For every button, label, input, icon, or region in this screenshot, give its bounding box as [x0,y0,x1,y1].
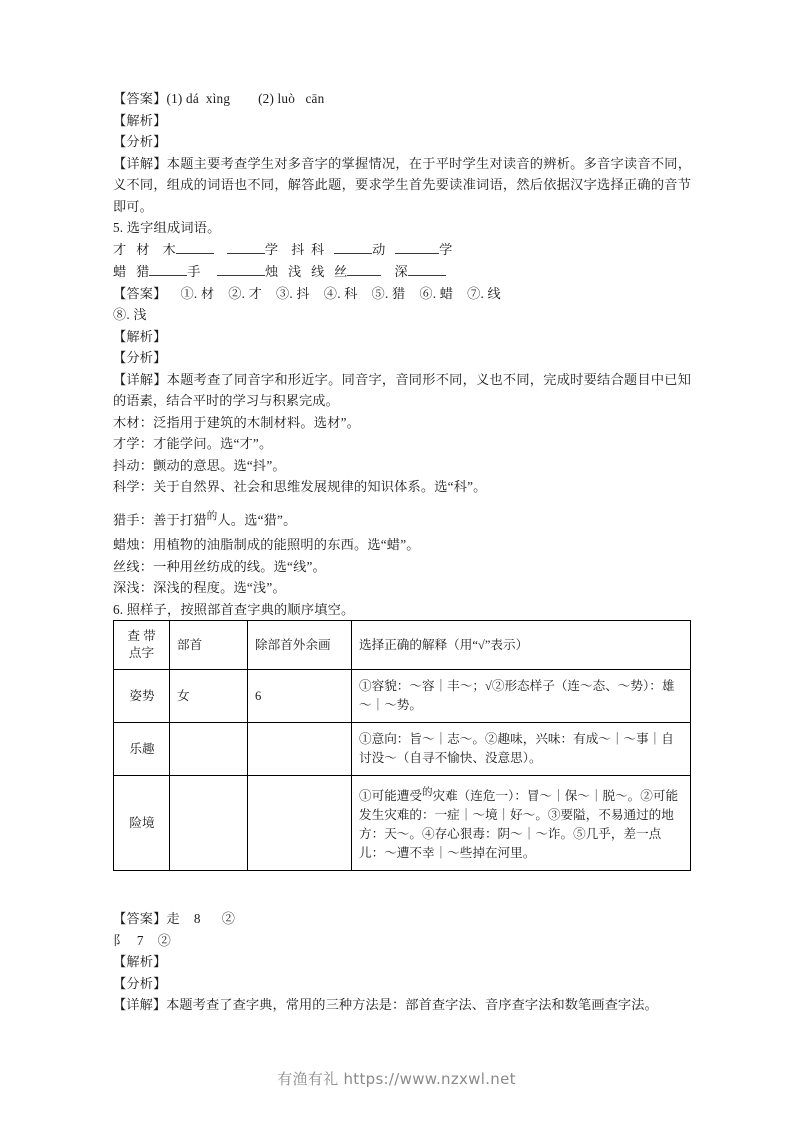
document-body [113,88,691,620]
cell-strokes-1[interactable]: 6 [248,670,352,723]
question-5-choices-row-2 [113,261,691,283]
q5r1-char5: 抖 [291,241,305,257]
q5r1-char3: 木 [162,241,176,257]
header-char-line-1: 查 带 [127,629,156,643]
question-5-title: 5. 选字组成词语。 [113,220,221,235]
cell-radical-2[interactable] [170,723,248,776]
label-fenxi-1: 【分析】 [113,134,167,149]
footer-watermark: 有渔有礼 https://www.nzxwl.net [277,1070,516,1088]
header-char-line-2: 点字 [128,646,155,660]
document-tail [113,908,691,1016]
label-fenxi-3: 【分析】 [113,975,167,991]
gloss-kexue: 科学：关于自然界、社会和思维发展规律的知识体系。选“科”。 [113,479,487,494]
answer-q4: 【答案】(1) dá xìng (2) luò cān [113,91,325,106]
q5r2-char7: 丝 [334,263,348,279]
question-5-choices-row-1 [113,239,691,261]
gloss-lieshou-sup: 的 [206,510,218,522]
header-cell-meanings: 选择正确的解释（用“√”表示） [352,621,691,670]
q5r1-char4: 学 [264,241,279,257]
header-cell-strokes: 除部首外余画 [248,621,352,670]
gloss-lazhu: 蜡烛：用植物的油脂制成的能照明的东西。选“蜡”。 [113,537,420,553]
q5r2-char5: 浅 [288,263,302,279]
answer-q6-line-1: 【答案】走 8 ② [113,911,236,926]
q5r2-char6: 线 [311,263,325,279]
q5r2-char1: 蜡 [113,263,127,279]
gloss-caixue: 才学：才能学问。选“才”。 [113,436,273,451]
blank-1[interactable] [176,240,214,254]
q5r2-char3: 手 [187,263,201,279]
table-header-row [114,621,691,670]
cell-strokes-3[interactable] [248,776,352,871]
label-jiexi-1: 【解析】 [113,112,167,128]
table-row [114,723,691,776]
header-cell-char [114,621,170,670]
label-jiexi-3: 【解析】 [113,954,167,969]
gloss-gap [113,498,691,506]
q5r1-char2: 材 [136,241,150,257]
cell-char-1: 姿势 [114,670,170,723]
dictionary-table [113,620,691,871]
table-row [114,670,691,723]
cell-meanings-3-rest: 灾难（连危一）：冒～｜保～｜脱～。②可能发生灾难的：一症｜～境｜好～。③要隘，不易通过的地方：天～。④存心狠毒：阴～｜～诈。⑤几乎，差一点儿：～遭不幸｜～些掉在河里。 [359,789,679,861]
answer-q5-line-1: 【答案】 ①. 材 ②. 才 ③. 抖 ④. 科 ⑤. 猎 ⑥. 蜡 ⑦. 线 [113,285,501,301]
answer-q6-line-2: 阝 7 ② [113,932,172,948]
cell-meanings-2[interactable]: ①意向：旨～｜志～。②趣味，兴味：有成～｜～事｜自讨没～（自寻不愉快、没意思）。 [352,723,691,776]
q5r1-char8: 学 [439,241,453,257]
cell-meanings-3[interactable] [352,776,691,871]
table-row [114,776,691,871]
q5r2-char4: 烛 [264,263,279,279]
blank-5[interactable] [149,262,187,276]
blank-8[interactable] [408,262,446,276]
cell-radical-1[interactable]: 女 [170,670,248,723]
gloss-lieshou-pre: 猎手：善于打猎 [113,511,207,527]
detail-q6: 【详解】本题考查了查字典，常用的三种方法是：部首查字法、音序查字法和数笔画查字法。 [113,997,658,1012]
q5r1-char1: 才 [113,241,127,257]
gloss-lieshou-post: 人。选“猎”。 [217,511,297,527]
label-jiexi-2: 【解析】 [113,328,167,344]
gloss-sixian: 丝线：一种用丝纺成的线。选“线”。 [113,558,326,574]
q5r2-char8: 深 [394,263,408,279]
blank-2[interactable] [227,240,265,254]
cell-char-2: 乐趣 [114,723,170,776]
q5r1-char6: 科 [310,241,325,257]
cell-meanings-3-sup: 的 [421,787,433,798]
gloss-lieshou [113,506,691,531]
cell-char-3: 险境 [114,776,170,871]
blank-6[interactable] [217,262,265,276]
blank-4[interactable] [395,240,439,254]
gloss-doudong: 抖动：颤动的意思。选“抖”。 [113,457,286,473]
detail-q5: 【详解】本题考查了同音字和形近字。同音字，音同形不同，义也不同，完成时要结合题目中已知的语素，结合平时的学习与积累完成。 [113,371,691,408]
cell-meanings-1[interactable]: ①容貌：～容｜丰～；√②形态样子（连～态、～势）：雄～｜～势。 [352,670,691,723]
cell-meanings-3-prefix: ①可能遭受 [359,789,422,804]
q5r1-char7: 动 [372,241,386,257]
detail-q4: 【详解】本题主要考查学生对多音字的掌握情况，在于平时学生对读音的辨析。多音字读音不同，义不同，组成的词语也不同，解答此题，要求学生首先要读准词语，然后依据汉字选择正确的音节即可。 [113,155,691,214]
q5r2-char2: 猎 [136,263,150,279]
gloss-mucai: 木材：泛指用于建筑的木制材料。选材”。 [113,414,361,430]
question-6-title: 6. 照样子，按照部首查字典的顺序填空。 [113,601,355,617]
gloss-shenqian: 深浅：深浅的程度。选“浅”。 [113,580,286,596]
blank-3[interactable] [334,240,372,254]
answer-q5-line-2: ⑧. 浅 [113,307,147,322]
cell-radical-3[interactable] [170,776,248,871]
blank-7[interactable] [347,262,381,276]
cell-strokes-2[interactable] [248,723,352,776]
label-fenxi-2: 【分析】 [113,350,167,365]
header-cell-radical: 部首 [170,621,248,670]
